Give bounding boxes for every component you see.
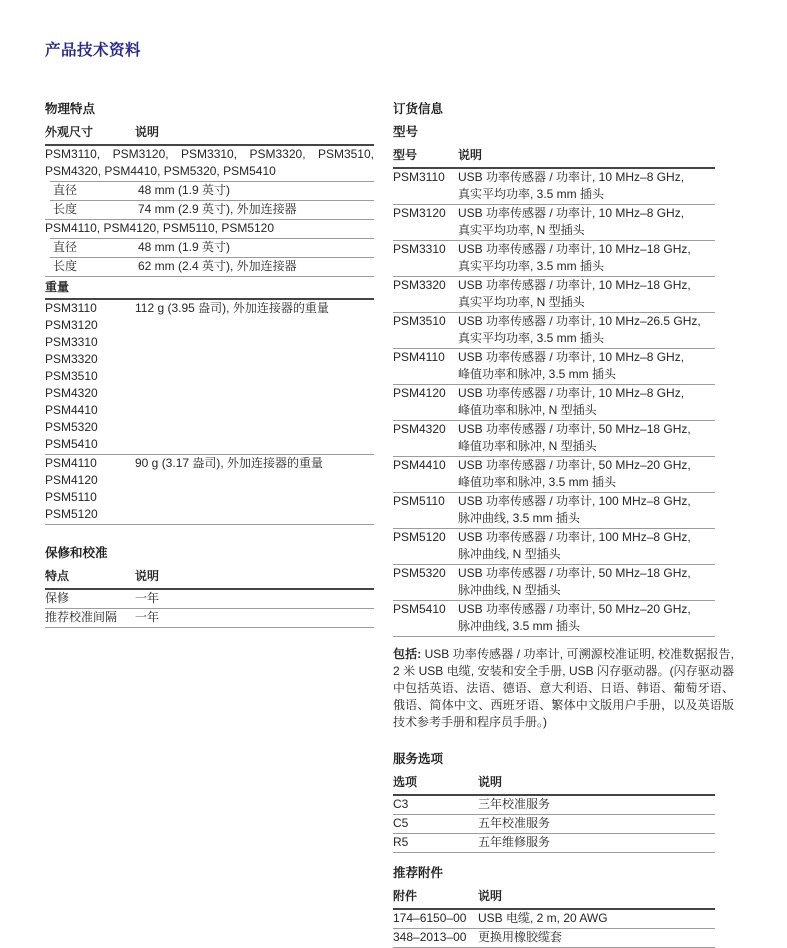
column-header-description: 说明 [135,125,160,139]
model-description [458,493,715,527]
row-label: C3 [393,797,409,811]
table-row-model [393,456,715,492]
description-line-1: USB 功率传感器 / 功率计, 50 MHz–18 GHz, [458,566,691,580]
description-line-2: 真实平均功率, 3.5 mm 插头 [458,331,605,345]
row-label: 保修 [45,591,70,605]
table-row-model [393,169,715,204]
description-line-1: USB 功率传感器 / 功率计, 50 MHz–20 GHz, [458,458,691,472]
model-name: PSM3510 [393,314,446,328]
section-title-warranty-calibration: 保修和校准 [45,546,108,560]
row-label: 直径 [53,240,78,254]
table-row-model-group: PSM4110, PSM4120, PSM5110, PSM5120 [45,219,374,238]
description-line-1: USB 功率传感器 / 功率计, 10 MHz–8 GHz, [458,206,685,220]
models-table-rows [393,169,715,637]
description-line-1: USB 功率传感器 / 功率计, 100 MHz–8 GHz, [458,494,691,508]
service-table-rows [393,796,715,853]
model-name: PSM3110 [393,170,445,184]
description-line-2: 真实平均功率, 3.5 mm 插头 [458,187,605,201]
model-description [458,205,715,239]
description-line-2: 峰值功率和脉冲, 3.5 mm 插头 [458,475,617,489]
description-line-2: 脉冲曲线, N 型插头 [458,583,561,597]
row-label: 直径 [53,183,78,197]
warranty-table [45,566,374,628]
model-name: PSM4120 [393,386,446,400]
row-value: 一年 [135,591,160,605]
column-header-description: 说明 [478,775,503,789]
row-label: R5 [393,835,409,849]
weight-value: 112 g (3.95 盎司), 外加连接器的重量 [135,301,329,315]
table-row [50,257,374,276]
description-line-1: USB 功率传感器 / 功率计, 10 MHz–26.5 GHz, [458,314,701,328]
table-row-model-group: PSM3110, PSM3120, PSM3310, PSM3320, PSM3510, PSM4320, PSM4410, PSM5320, PSM5410 [45,147,374,178]
left-column [45,102,374,628]
model-name: PSM3310 [45,335,98,349]
includes-label: 包括: [393,647,422,661]
model-name: PSM5110 [45,490,97,504]
weight-table [45,300,374,525]
table-row [393,833,715,852]
table-row-model [393,528,715,564]
weight-subheader: 重量 [45,277,374,300]
description-line-1: USB 功率传感器 / 功率计, 10 MHz–8 GHz, [458,350,685,364]
row-value: 五年维修服务 [478,835,551,849]
dimensions-table-header [45,122,374,146]
table-row-model [393,348,715,384]
row-label: 长度 [53,259,78,273]
includes-paragraph [393,646,734,731]
row-value: 48 mm (1.9 英寸) [138,240,231,254]
model-name: PSM5320 [393,566,446,580]
description-line-2: 真实平均功率, N 型插头 [458,223,585,237]
service-table-header [393,772,715,796]
table-row [50,238,374,257]
table-row-model [393,600,715,636]
warranty-table-rows [45,590,374,628]
weight-group [45,300,374,454]
column-header-feature: 特点 [45,569,70,583]
description-line-2: 峰值功率和脉冲, N 型插头 [458,403,597,417]
model-description [458,529,715,563]
model-name: PSM3510 [45,369,98,383]
model-description [458,313,715,347]
accessories-table-rows [393,910,715,948]
right-column [393,102,734,948]
models-table-header [393,145,715,169]
section-title-recommended-accessories: 推荐附件 [393,866,444,880]
weight-group [45,454,374,524]
model-name: PSM3110 [45,301,97,315]
table-row-model [393,420,715,456]
description-line-2: 真实平均功率, N 型插头 [458,295,585,309]
row-label: 174–6150–00 [393,911,467,925]
table-row [45,608,374,627]
column-header-description: 说明 [478,889,503,903]
model-name: PSM5320 [45,420,98,434]
model-description [458,601,715,635]
model-name: PSM5120 [393,530,446,544]
row-value: 74 mm (2.9 英寸), 外加连接器 [138,202,297,216]
model-description [458,457,715,491]
row-label: 推荐校准间隔 [45,610,118,624]
table-row-model [393,492,715,528]
column-header-dimension: 外观尺寸 [45,125,94,139]
table-row-model [393,312,715,348]
row-label: 348–2013–00 [393,930,467,944]
row-value: 三年校准服务 [478,797,551,811]
model-name: PSM3310 [393,242,446,256]
row-value: 62 mm (2.4 英寸), 外加连接器 [138,259,297,273]
table-row [393,814,715,833]
row-value: USB 电缆, 2 m, 20 AWG [478,911,608,925]
model-name: PSM4110 [393,350,445,364]
description-line-2: 脉冲曲线, 3.5 mm 插头 [458,619,581,633]
includes-text: USB 功率传感器 / 功率计, 可溯源校准证明, 校准数据报告, 2 米 USB 电缆, 安装和安全手册, USB 闪存驱动器。(闪存驱动器中包括英语、法语、德语、意大利语、日语、韩语、葡萄牙语、俄语、简体中文、西班牙语、繁体中文版用户手册，以及英语版技术参考手册和程序员手册。) [393,647,734,729]
model-list [45,455,135,523]
table-row [50,200,374,219]
row-value: 更换用橡胶缆套 [478,930,563,944]
description-line-2: 脉冲曲线, 3.5 mm 插头 [458,511,581,525]
model-name: PSM4120 [45,473,98,487]
row-value: 一年 [135,610,160,624]
row-label: C5 [393,816,409,830]
model-name: PSM5410 [393,602,446,616]
description-line-1: USB 功率传感器 / 功率计, 50 MHz–18 GHz, [458,422,691,436]
model-description [458,349,715,383]
model-name: PSM5110 [393,494,445,508]
model-description [458,241,715,275]
subsection-title-models: 型号 [393,125,419,139]
row-value: 五年校准服务 [478,816,551,830]
model-description [458,385,715,419]
section-title-service-options: 服务选项 [393,752,444,766]
table-row-model [393,276,715,312]
accessories-table-header [393,886,715,910]
table-row-model [393,240,715,276]
model-name: PSM5410 [45,437,98,451]
section-title-physical-characteristics: 物理特点 [45,102,96,116]
models-table [393,145,715,637]
page-title: 产品技术资料 [45,42,142,59]
description-line-1: USB 功率传感器 / 功率计, 10 MHz–18 GHz, [458,278,691,292]
model-list [45,300,135,453]
model-name: PSM4410 [45,403,98,417]
model-description [458,421,715,455]
row-value: 48 mm (1.9 英寸) [138,183,231,197]
table-row-model [393,384,715,420]
description-line-2: 脉冲曲线, N 型插头 [458,547,561,561]
model-name: PSM3120 [45,318,98,332]
description-line-1: USB 功率传感器 / 功率计, 50 MHz–20 GHz, [458,602,691,616]
table-row [45,590,374,608]
section-title-ordering-info: 订货信息 [393,102,444,116]
row-label: 长度 [53,202,78,216]
model-name: PSM4110 [45,456,97,470]
table-row-model [393,204,715,240]
warranty-table-header [45,566,374,590]
dimensions-table-rows [45,146,374,277]
table-row [393,928,715,947]
column-header-option: 选项 [393,775,418,789]
column-header-description: 说明 [135,569,160,583]
model-name: PSM3120 [393,206,446,220]
accessories-table [393,886,715,948]
description-line-1: USB 功率传感器 / 功率计, 10 MHz–8 GHz, [458,386,685,400]
description-line-2: 真实平均功率, 3.5 mm 插头 [458,259,605,273]
description-line-1: USB 功率传感器 / 功率计, 100 MHz–8 GHz, [458,530,691,544]
description-line-1: USB 功率传感器 / 功率计, 10 MHz–8 GHz, [458,170,685,184]
column-header-model: 型号 [393,148,418,162]
model-description [458,565,715,599]
table-row [393,796,715,814]
model-name: PSM4320 [45,386,98,400]
dimensions-table [45,122,374,277]
column-header-accessory: 附件 [393,889,418,903]
column-header-description: 说明 [458,148,483,162]
model-name: PSM3320 [45,352,98,366]
table-row [393,910,715,928]
model-name: PSM3320 [393,278,446,292]
description-line-2: 峰值功率和脉冲, 3.5 mm 插头 [458,367,617,381]
description-line-2: 峰值功率和脉冲, N 型插头 [458,439,597,453]
model-name: PSM5120 [45,507,98,521]
description-line-1: USB 功率传感器 / 功率计, 10 MHz–18 GHz, [458,242,691,256]
model-name: PSM4410 [393,458,446,472]
model-description [458,169,715,203]
weight-value: 90 g (3.17 盎司), 外加连接器的重量 [135,456,324,470]
table-row [50,181,374,200]
model-name: PSM4320 [393,422,446,436]
table-row-model [393,564,715,600]
model-description [458,277,715,311]
service-options-table [393,772,715,853]
